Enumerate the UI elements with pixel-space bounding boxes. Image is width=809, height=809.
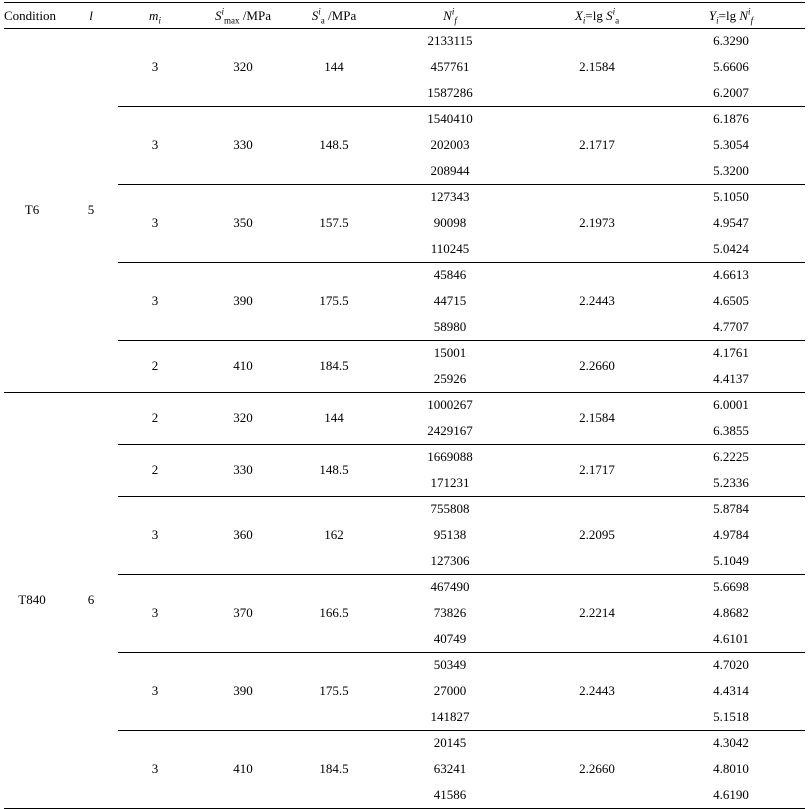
cell-nf: 44715 [433, 293, 467, 308]
cell-condition: T6 [24, 202, 40, 217]
cell-smax: 360 [233, 527, 253, 542]
cell-nf: 95138 [433, 527, 467, 542]
cell-nf: 127306 [430, 553, 470, 568]
cell-condition: T840 [18, 592, 46, 607]
group-separator [118, 496, 805, 497]
cell-sa: 184.5 [319, 761, 349, 776]
cell-y: 4.7707 [713, 319, 749, 334]
cell-sa: 166.5 [319, 605, 349, 620]
header-l: l [89, 8, 93, 23]
group-separator [118, 652, 805, 653]
group-separator [118, 106, 805, 107]
cell-y: 6.0001 [713, 397, 749, 412]
cell-smax: 410 [233, 761, 253, 776]
cell-y: 5.3054 [713, 137, 749, 152]
cell-m: 3 [151, 293, 159, 308]
cell-smax: 330 [233, 462, 253, 477]
cell-x: 2.2095 [579, 527, 615, 542]
header-smax: $S^i_{max}$ /MPa [215, 6, 271, 26]
header-sa: $S^i_a$ /MPa [311, 6, 357, 26]
header-y: $Y_i=\lg$ $N^i_f$ [708, 6, 754, 26]
header-condition: Condition [4, 8, 57, 23]
cell-m: 3 [151, 527, 159, 542]
cell-nf: 457761 [430, 59, 470, 74]
cell-y: 4.1761 [713, 345, 749, 360]
group-separator [118, 184, 805, 185]
group-separator [118, 340, 805, 341]
cell-smax: 410 [233, 358, 253, 373]
cell-nf: 90098 [433, 215, 467, 230]
cell-y: 6.1876 [713, 111, 749, 126]
cell-y: 4.3042 [713, 735, 749, 750]
cell-x: 2.1973 [579, 215, 615, 230]
cell-y: 4.8682 [713, 605, 749, 620]
cell-y: 5.2336 [713, 475, 749, 490]
cell-nf: 467490 [430, 579, 470, 594]
cell-sa: 162 [324, 527, 344, 542]
cell-nf: 1669088 [427, 449, 473, 464]
group-separator [118, 262, 805, 263]
cell-y: 4.7020 [713, 657, 749, 672]
cell-m: 3 [151, 215, 159, 230]
cell-y: 5.0424 [713, 241, 749, 256]
cell-x: 2.1717 [579, 462, 615, 477]
cell-x: 2.2660 [579, 761, 615, 776]
cell-nf: 1587286 [427, 85, 473, 100]
header-nf: $N^i_f$ [443, 6, 457, 26]
cell-nf: 2133115 [427, 33, 473, 48]
cell-m: 3 [151, 137, 159, 152]
cell-sa: 144 [324, 410, 344, 425]
cell-nf: 127343 [430, 189, 470, 204]
cell-nf: 20145 [433, 735, 467, 750]
cell-nf: 58980 [433, 319, 467, 334]
cell-x: 2.2443 [579, 683, 615, 698]
cell-y: 4.4314 [713, 683, 749, 698]
cell-y: 4.6190 [713, 787, 749, 802]
cell-nf: 15001 [433, 345, 467, 360]
cell-nf: 27000 [433, 683, 467, 698]
cell-nf: 73826 [433, 605, 467, 620]
cell-nf: 40749 [433, 631, 467, 646]
cell-x: 2.1717 [579, 137, 615, 152]
cell-x: 2.1584 [579, 59, 615, 74]
cell-y: 4.8010 [713, 761, 749, 776]
cell-smax: 370 [233, 605, 253, 620]
cell-x: 2.2443 [579, 293, 615, 308]
cell-y: 6.3855 [713, 423, 749, 438]
cell-sa: 184.5 [319, 358, 349, 373]
cell-nf: 755808 [430, 501, 470, 516]
cell-smax: 320 [233, 410, 253, 425]
header-rule [4, 28, 805, 29]
group-separator [118, 444, 805, 445]
cell-y: 6.2007 [713, 85, 749, 100]
cell-m: 2 [151, 410, 159, 425]
cell-y: 5.8784 [713, 501, 749, 516]
cell-nf: 45846 [433, 267, 467, 282]
cell-m: 2 [151, 462, 159, 477]
cell-smax: 350 [233, 215, 253, 230]
header-x: $X_i=\lg$ $S^i_a$ [574, 6, 620, 26]
cell-m: 3 [151, 683, 159, 698]
cell-nf: 208944 [430, 163, 470, 178]
cell-sa: 175.5 [319, 683, 349, 698]
cell-nf: 63241 [433, 761, 467, 776]
cell-smax: 320 [233, 59, 253, 74]
cell-x: 2.1584 [579, 410, 615, 425]
cell-y: 5.6698 [713, 579, 749, 594]
cell-y: 6.3290 [713, 33, 749, 48]
cell-y: 5.3200 [713, 163, 749, 178]
cell-nf: 50349 [433, 657, 467, 672]
cell-m: 2 [151, 358, 159, 373]
cell-y: 4.9547 [713, 215, 749, 230]
cell-sa: 148.5 [319, 137, 349, 152]
group-separator [118, 574, 805, 575]
cell-y: 4.9784 [713, 527, 749, 542]
cell-nf: 110245 [430, 241, 470, 256]
cell-nf: 141827 [430, 709, 470, 724]
cell-m: 3 [151, 761, 159, 776]
cell-smax: 330 [233, 137, 253, 152]
cell-y: 4.4137 [713, 371, 749, 386]
condition-separator [4, 392, 805, 393]
cell-nf: 1540410 [427, 111, 473, 126]
cell-x: 2.2214 [579, 605, 615, 620]
cell-y: 5.1049 [713, 553, 749, 568]
top-rule [4, 2, 805, 3]
cell-y: 5.1518 [713, 709, 749, 724]
cell-l: 6 [87, 592, 95, 607]
cell-smax: 390 [233, 683, 253, 698]
cell-nf: 2429167 [427, 423, 473, 438]
header-m: $m_i$ [149, 8, 161, 26]
cell-y: 4.6505 [713, 293, 749, 308]
cell-l: 5 [87, 202, 95, 217]
cell-sa: 144 [324, 59, 344, 74]
cell-y: 5.6606 [713, 59, 749, 74]
cell-nf: 171231 [430, 475, 470, 490]
cell-nf: 25926 [433, 371, 467, 386]
group-separator [118, 730, 805, 731]
cell-y: 5.1050 [713, 189, 749, 204]
cell-nf: 1000267 [427, 397, 473, 412]
cell-sa: 148.5 [319, 462, 349, 477]
cell-nf: 41586 [433, 787, 467, 802]
cell-m: 3 [151, 59, 159, 74]
cell-smax: 390 [233, 293, 253, 308]
cell-nf: 202003 [430, 137, 470, 152]
cell-y: 6.2225 [713, 449, 749, 464]
cell-sa: 175.5 [319, 293, 349, 308]
cell-y: 4.6101 [713, 631, 749, 646]
cell-m: 3 [151, 605, 159, 620]
cell-sa: 157.5 [319, 215, 349, 230]
cell-y: 4.6613 [713, 267, 749, 282]
cell-x: 2.2660 [579, 358, 615, 373]
